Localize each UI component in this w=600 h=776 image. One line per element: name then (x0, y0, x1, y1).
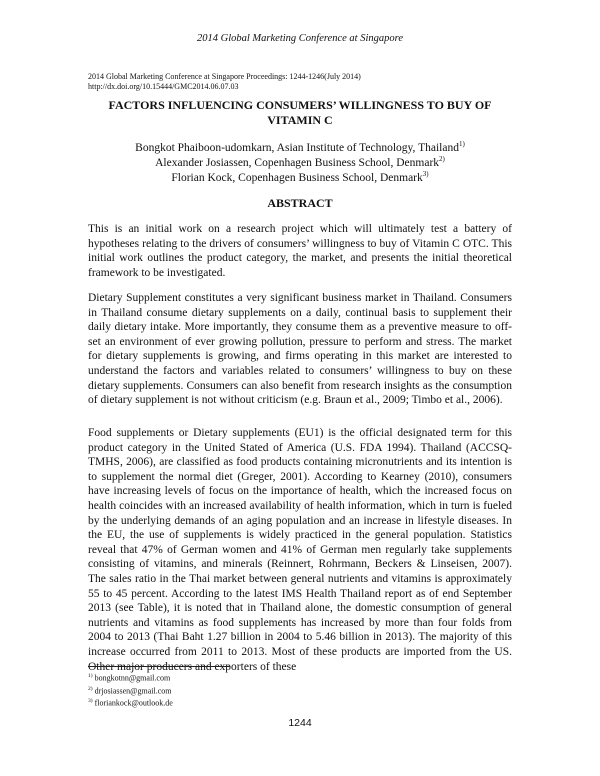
page-number: 1244 (288, 717, 312, 729)
footnote-2-mark: 2) (88, 685, 93, 692)
author-2-mark: 2) (439, 155, 445, 164)
abstract-paragraph-3: Food supplements or Dietary supplements (EU1) is the official designated term for this product category in the United Stated of America (U.S. FDA 1994). Thailand (ACCSQ-TMHS, 2006), are classified as food products containing micronutrients and its intention is to supplement the normal diet (Greger, 2001). According to Kearney (2010), consumers have increasing levels of focus on the importance of health, which the increased focus on health coincides with an increased availability of health information, which in turn is fueled by the underlying demands of an aging population and an increase in lifestyle diseases. In the EU, the use of supplements is widely practiced in the general population. Statistics reveal that 47% of German women and 41% of German men regularly take supplements consisting of vitamins, and minerals (Reinnert, Rohrmann, Beckers & Linseisen, 2007). The sales ratio in the Thai market between general nutrients and vitamins is approximately 55 to 45 percent. According to the latest IMS Health Thailand report as of end September 2013 (see Table), it is noted that in Thailand alone, the domestic consumption of general nutrients and vitamins as food supplements has increased by more than four folds from 2004 to 2013 (Thai Baht 1.27 billion in 2004 to 5.46 billion in 2013). The majority of this increase occurred from 2011 to 2013. Most of these products are imported from the US. Other major producers and exporters of these (88, 427, 512, 673)
footnote-3 (88, 696, 173, 709)
footnotes (88, 671, 173, 709)
author-1-name: Bongkot Phaiboon-udomkarn, Asian Institute of Technology, Thailand (135, 142, 459, 154)
running-header: 2014 Global Marketing Conference at Singapore (197, 33, 403, 44)
footnote-3-email[interactable]: floriankock@outlook.de (92, 698, 173, 708)
paper-title: FACTORS INFLUENCING CONSUMERS’ WILLINGNESS TO BUY OF VITAMIN C (108, 98, 492, 127)
abstract-paragraph-1: This is an initial work on a research project which will ultimately test a battery of hypotheses relating to the drivers of consumers’ willingness to buy of Vitamin C OTC. This initial work outlines the product category, the market, and presents the initial theoretical framework to be investigated. (88, 223, 512, 279)
footnote-1-email[interactable]: bongkotnn@gmail.com (92, 673, 171, 683)
author-3-mark: 3) (422, 170, 429, 179)
author-2 (88, 156, 512, 171)
author-1-mark: 1) (458, 140, 465, 149)
proceedings-info (88, 72, 361, 92)
author-3 (88, 171, 512, 186)
footnote-1-mark: 1) (88, 673, 93, 679)
abstract-paragraph-2: Dietary Supplement constitutes a very significant business market in Thailand. Consumers in Thailand consume dietary supplements on a daily, continual basis to supplement their daily dietary intake. More importantly, they consume them as a preventive measure to off-set an environment of ever growing pollution, pressure to perform and stress. The market for dietary supplements is growing, and firms operating in this market are interested to understand the factors and variables related to consumers’ willingness to buy on these dietary supplements. Consumers can also benefit from research insights as the consumption of dietary supplement is not without criticism (e.g. Braun et al., 2009; Timbo et al., 2006). (88, 292, 512, 407)
author-1 (88, 141, 512, 156)
footnote-2 (88, 684, 173, 697)
doi-link[interactable]: http://dx.doi.org/10.15444/GMC2014.06.07.03 (88, 82, 239, 91)
footnote-2-email[interactable]: drjosiassen@gmail.com (92, 686, 172, 696)
abstract-heading: ABSTRACT (267, 196, 333, 210)
footnote-divider (88, 666, 230, 667)
footnote-3-mark: 3) (88, 698, 93, 705)
author-list (88, 141, 512, 186)
author-3-name: Florian Kock, Copenhagen Business School, Denmark (171, 172, 423, 184)
author-2-name: Alexander Josiassen, Copenhagen Business School, Denmark (155, 157, 440, 169)
footnote-1 (88, 671, 173, 684)
proceedings-citation: 2014 Global Marketing Conference at Singapore Proceedings: 1244-1246(July 2014) (88, 72, 361, 81)
